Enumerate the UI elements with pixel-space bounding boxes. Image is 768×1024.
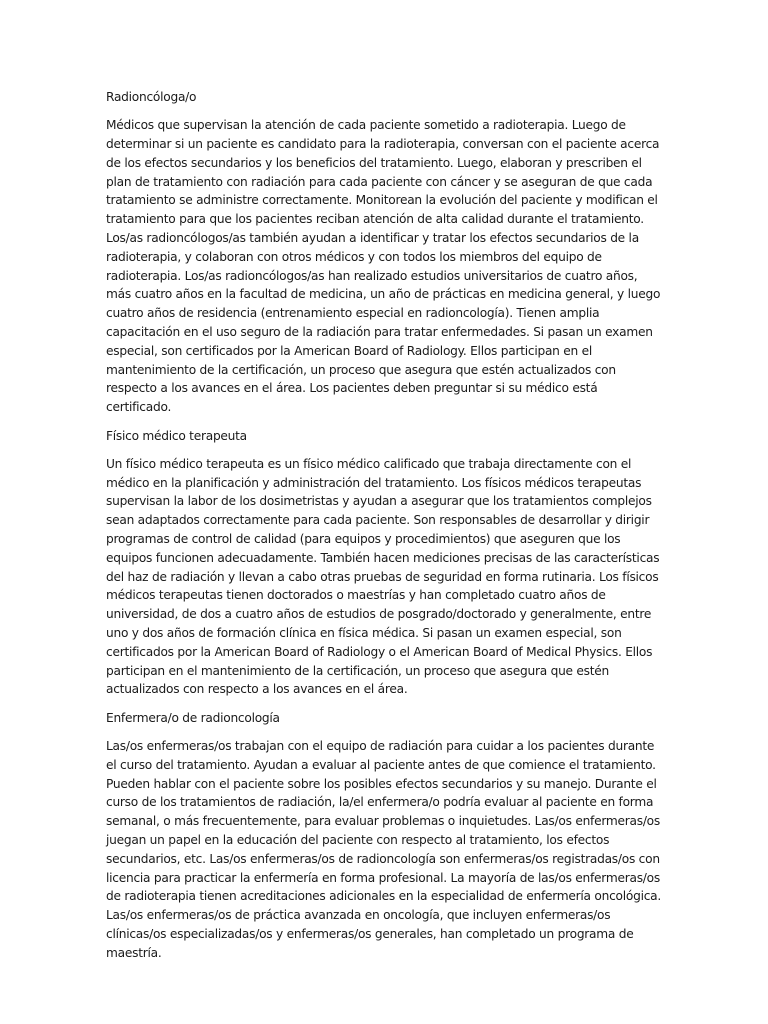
section-heading-radioncologa: Radioncóloga/o (106, 90, 197, 104)
section-paragraph-fisico-medico: Un físico médico terapeuta es un físico médico calificado que trabaja directamente con el médico en la planificación y administración del tratamiento. Los físicos médicos terapeutas supervisan la labor de los dosimetristas y ayudan a asegurar que los tratamientos complejos sean adaptados correctamente para cada paciente. Son responsables de desarrollar y dirigir programas de control de calidad (para equipos y procedimientos) que aseguren que los equipos funcionen adecuadamente. También hacen mediciones precisas de las características del haz de radiación y llevan a cabo otras pruebas de seguridad en forma rutinaria. Los físicos médicos terapeutas tienen doctorados o maestrías y han completado cuatro años de universidad, de dos a cuatro años de estudios de posgrado/doctorado y generalmente, entre uno y dos años de formación clínica en física médica. Si pasan un examen especial, son certificados por la American Board of Radiology o el American Board of Medical Physics. Ellos participan en el mantenimiento de la certificación, un proceso que asegura que estén actualizados con respecto a los avances en el área. (106, 456, 660, 697)
section-heading-enfermera: Enfermera/o de radioncología (106, 710, 280, 725)
document-page (106, 88, 662, 972)
section-heading-fisico-medico: Físico médico terapeuta (106, 428, 247, 443)
section-paragraph-enfermera: Las/os enfermeras/os trabajan con el equipo de radiación para cuidar a los pacientes durante el curso del tratamiento. Ayudan a evaluar al paciente antes de que comience el tratamiento. Pueden hablar con el paciente sobre los posibles efectos secundarios y su manejo. Durante el curso de los tratamientos de radiación, la/el enfermera/o podría evaluar al paciente en forma semanal, o más frecuentemente, para evaluar problemas o inquietudes. Las/os enfermeras/os juegan un papel en la educación del paciente con respecto al tratamiento, los efectos secundarios, etc. Las/os enfermeras/os de radioncología son enfermeras/os registradas/os con licencia para practicar la enfermería en forma profesional. La mayoría de las/os enfermeras/os de radioterapia tienen acreditaciones adicionales en la especialidad de enfermería oncológica. Las/os enfermeras/os de práctica avanzada en oncología, que incluyen enfermeras/os clínicas/os especializadas/os y enfermeras/os generales, han completado un programa de maestría. (106, 739, 661, 960)
section-paragraph-radioncologa: Médicos que supervisan la atención de cada paciente sometido a radioterapia. Luego de determinar si un paciente es candidato para la radioterapia, conversan con el paciente acerca de los efectos secundarios y los beneficios del tratamiento. Luego, elaboran y prescriben el plan de tratamiento con radiación para cada paciente con cáncer y se aseguran de que cada tratamiento se administre correctamente. Monitorean la evolución del paciente y modifican el tratamiento para que los pacientes reciban atención de alta calidad durante el tratamiento. Los/as radioncólogos/as también ayudan a identificar y tratar los efectos secundarios de la radioterapia, y colaboran con otros médicos y con todos los miembros del equipo de radioterapia. Los/as radioncólogos/as han realizado estudios universitarios de cuatro años, más cuatro años en la facultad de medicina, un año de prácticas en medicina general, y luego cuatro años de residencia (entrenamiento especial en radioncología). Tienen amplia capacitación en el uso seguro de la radiación para tratar enfermedades. Si pasan un examen especial, son certificados por la American Board of Radiology. Ellos participan en el mantenimiento de la certificación, un proceso que asegura que estén actualizados con respecto a los avances en el área. Los pacientes deben preguntar si su médico está certificado. (106, 118, 661, 415)
